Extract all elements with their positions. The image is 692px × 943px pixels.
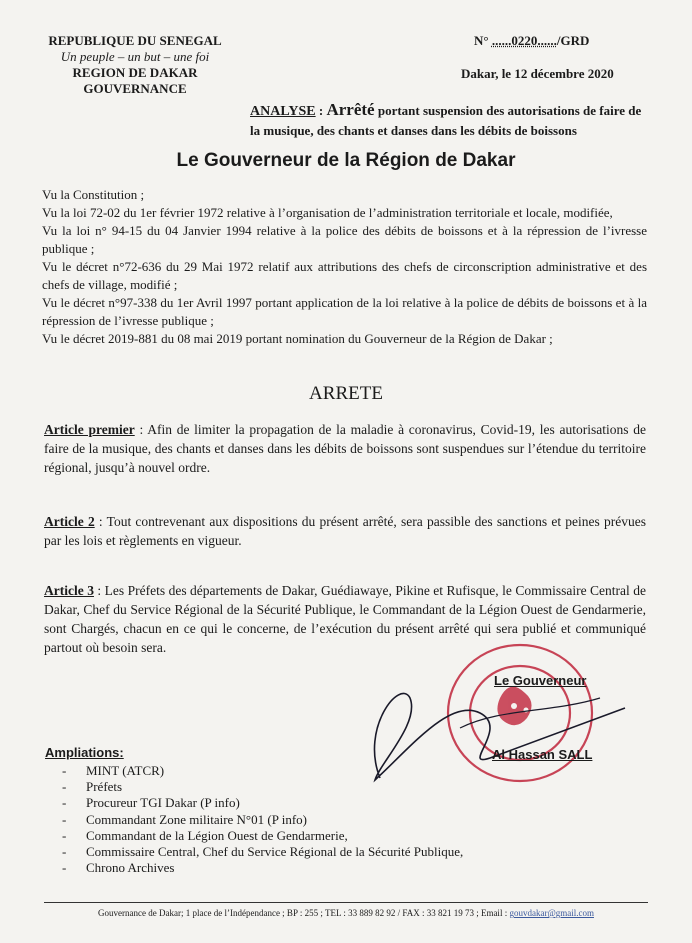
list-item: - Préfets: [62, 779, 463, 795]
article-1: [44, 420, 646, 477]
list-item: - Chrono Archives: [62, 860, 463, 876]
analyse-label: ANALYSE: [250, 104, 316, 119]
list-item: - Procureur TGI Dakar (P info): [62, 795, 463, 811]
vu-item: Vu la Constitution ;: [42, 187, 145, 202]
analyse-text: portant suspension des autorisations de faire de la musique, des chants et danses dans les débits de boissons: [250, 103, 642, 138]
vu-item: Vu la loi 72-02 du 1er février 1972 relative à l’organisation de l’administration territoriale et locale, modifiée,: [42, 205, 613, 220]
footer: [0, 908, 692, 918]
vu-item: Vu le décret n°97-338 du 1er Avril 1997 portant application de la loi relative à la police de débits de boissons et à la répression de l’ivresse publique ;: [42, 295, 647, 328]
analyse-word: Arrêté: [326, 100, 375, 119]
vu-item: Vu le décret 2019-881 du 08 mai 2019 portant nomination du Gouverneur de la Région de Dakar ;: [42, 331, 553, 346]
analyse-block: [250, 100, 650, 140]
national-motto: Un peuple – un but – une foi: [60, 49, 210, 64]
page-title: Le Gouverneur de la Région de Dakar: [176, 150, 516, 171]
reference-number: [474, 33, 589, 49]
article-heading: Article premier: [44, 422, 135, 437]
analyse-colon: :: [315, 103, 327, 118]
article-text: : Afin de limiter la propagation de la maladie à coronavirus, Covid-19, les autorisations de faire de la musique, des chants et danses dans les débits de boissons sont suspendues sur l’étendue du territoire régional, jusqu’à nouvel ordre.: [44, 422, 647, 475]
vu-item: Vu le décret n°72-636 du 29 Mai 1972 relatif aux attributions des chefs de circonscription administrative et des chefs de village, modifié ;: [42, 259, 647, 292]
vu-considerations: [42, 186, 647, 348]
ampliations-list: [62, 763, 463, 876]
footer-divider: [44, 902, 648, 903]
list-item: - MINT (ATCR): [62, 763, 463, 779]
article-heading: Article 3: [44, 583, 94, 598]
document-date: Dakar, le 12 décembre 2020: [461, 66, 614, 81]
ref-prefix: N°: [474, 33, 489, 48]
signatory-title: Le Gouverneur: [494, 673, 587, 688]
footer-email-link[interactable]: gouvdakar@gmail.com: [509, 908, 594, 918]
article-text: : Tout contrevenant aux dispositions du présent arrêté, sera passible des sanctions et peines prévues par les lois et règlements en vigueur.: [44, 514, 646, 548]
list-item: - Commissaire Central, Chef du Service Régional de la Sécurité Publique,: [62, 844, 463, 860]
header-left-block: [30, 33, 240, 97]
arrete-heading: ARRETE: [309, 383, 383, 404]
article-text: : Les Préfets des départements de Dakar, Guédiawaye, Pikine et Rufisque, le Commissaire Central de Dakar, Chef du Service Régional de la Sécurité Publique, le Commandant de la Légion Ouest de Gendarmerie, sont Chargés, chacun en ce qui le concerne, de l’exécution du présent arrêté qui sera publié et communiqué partout où besoin sera.: [44, 583, 646, 655]
signatory-name: Al Hassan SALL: [492, 747, 593, 762]
republic-name: REPUBLIQUE DU SENEGAL: [48, 33, 222, 48]
ref-number: ......0220......: [491, 33, 557, 48]
article-heading: Article 2: [44, 514, 95, 529]
list-item: - Commandant de la Légion Ouest de Gendarmerie,: [62, 828, 463, 844]
office-name: GOUVERNANCE: [83, 81, 187, 96]
ampliations-title: Ampliations:: [45, 745, 124, 760]
region-name: REGION DE DAKAR: [72, 65, 198, 80]
article-2: [44, 512, 646, 550]
footer-contact: Gouvernance de Dakar; 1 place de l’Indépendance ; BP : 255 ; TEL : 33 889 82 92 / FAX : 33 821 19 73 ; Email :: [98, 908, 510, 918]
vu-item: Vu la loi n° 94-15 du 04 Janvier 1994 relative à la police des débits de boissons et à la répression de l’ivresse publique ;: [42, 223, 647, 256]
ref-suffix: /GRD: [556, 33, 590, 48]
list-item: - Commandant Zone militaire N°01 (P info): [62, 812, 463, 828]
